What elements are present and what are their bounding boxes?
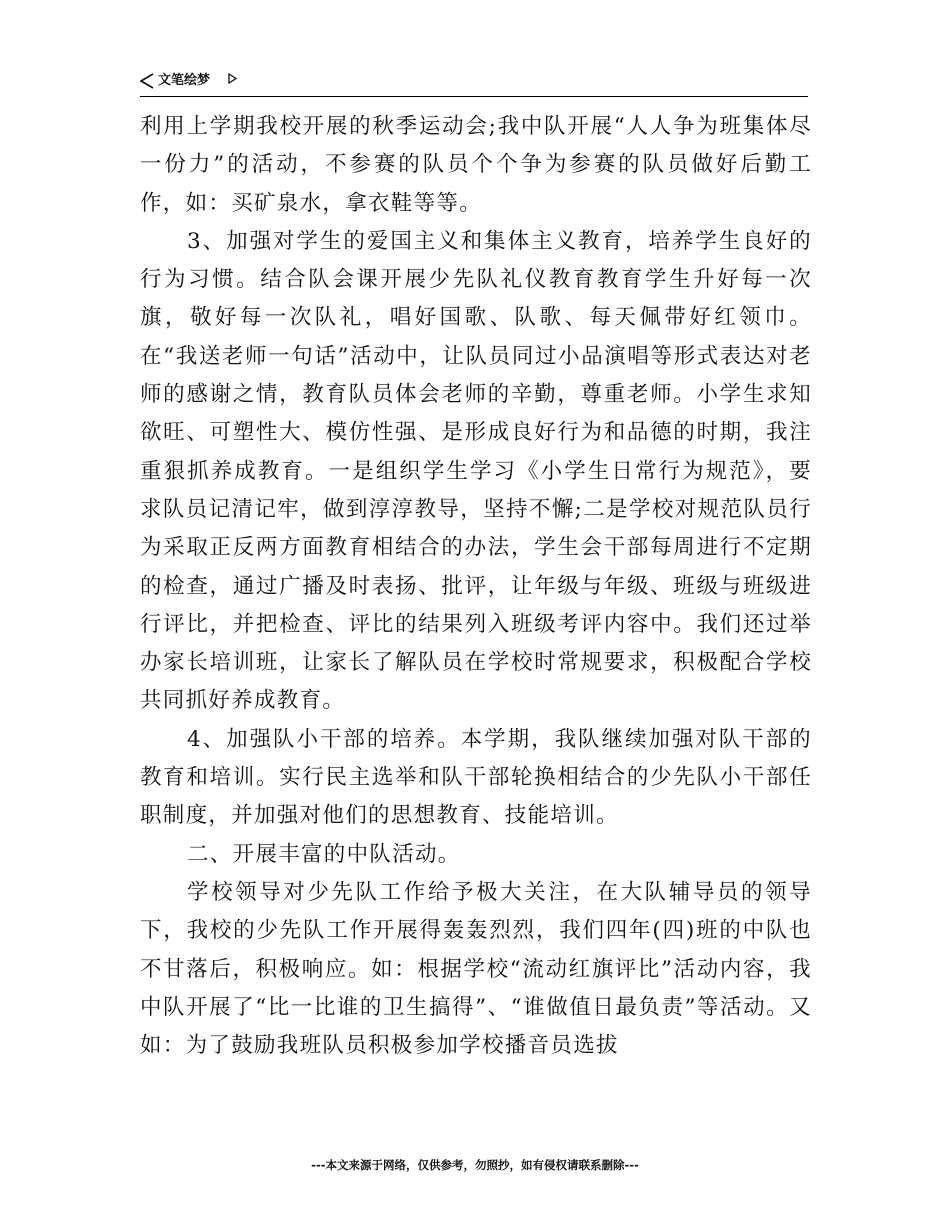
header-title: 文笔绘梦 <box>158 73 211 88</box>
section-heading-activities: 二、开展丰富的中队活动。 <box>187 841 461 867</box>
document-body <box>140 108 812 1065</box>
right-triangle-icon <box>228 73 237 84</box>
paragraph-cadre-training: 4、加强队小干部的培养。本学期，我队继续加强对队干部的教育和培训。实行民主选举和队干部轮换相结合的少先队小干部任职制度，并加强对他们的思想教育、技能培训。 <box>140 726 812 829</box>
page-footer-disclaimer: ---本文来源于网络，仅供参考，勿照抄，如有侵权请联系删除--- <box>311 1158 639 1172</box>
left-triangle-icon <box>140 73 154 89</box>
paragraph-squad-activities: 学校领导对少先队工作给予极大关注，在大队辅导员的领导下，我校的少先队工作开展得轰轰烈烈，我们四年(四)班的中队也不甘落后，积极响应。如：根据学校“流动红旗评比”活动内容，我中队开展了“比一比谁的卫生搞得”、“谁做值日最负责”等活动。又如：为了鼓励我班队员积极参加学校播音员选拔 <box>140 879 812 1059</box>
paragraph-patriotic-education: 3、加强对学生的爱国主义和集体主义教育，培养学生良好的行为习惯。结合队会课开展少先队礼仪教育教育学生升好每一次旗，敬好每一次队礼，唱好国歌、队歌、每天佩带好红领巾。在“我送老师一句话”活动中，让队员同过小品演唱等形式表达对老师的感谢之情，教育队员体会老师的辛勤，尊重老师。小学生求知欲旺、可塑性大、模仿性强、是形成良好行为和品德的时期，我注重狠抓养成教育。一是组织学生学习《小学生日常行为规范》，要求队员记清记牢，做到淳淳教导，坚持不懈;二是学校对规范队员行为采取正反两方面教育相结合的办法，学生会干部每周进行不定期的检查，通过广播及时表扬、批评，让年级与年级、班级与班级进行评比，并把检查、评比的结果列入班级考评内容中。我们还过举办家长培训班，让家长了解队员在学校时常规要求，积极配合学校共同抓好养成教育。 <box>140 228 812 714</box>
paragraph-sports-meet: 利用上学期我校开展的秋季运动会;我中队开展“人人争为班集体尽一份力”的活动，不参赛的队员个个争为参赛的队员做好后勤工作，如：买矿泉水，拿衣鞋等等。 <box>140 114 812 216</box>
page-header <box>140 70 808 97</box>
